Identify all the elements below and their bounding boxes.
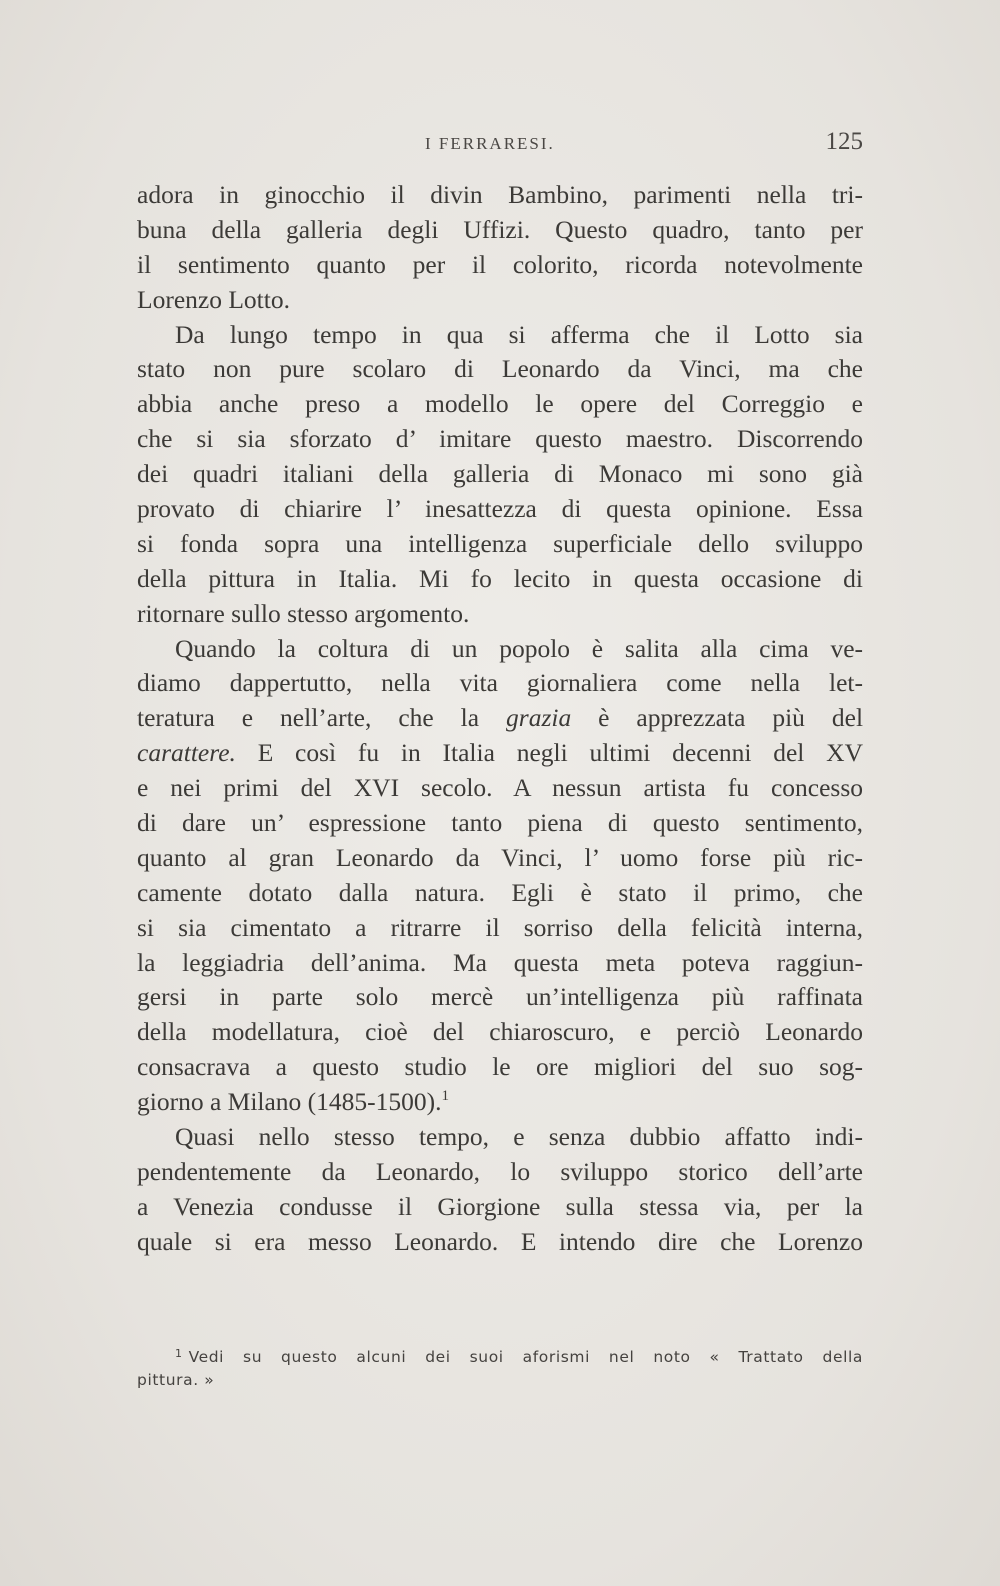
footnote-marker: 1 (175, 1347, 183, 1360)
text-line (137, 1085, 863, 1120)
text-line: camente dotato dalla natura. Egli è stato il primo, che (137, 877, 863, 907)
text-line: adora in ginocchio il divin Bambino, parimenti nella tri- (137, 180, 863, 209)
footnote-line (137, 1340, 863, 1367)
text-fragment: E così fu in Italia negli ultimi decenni del XV (257, 738, 863, 768)
text-line: gersi in parte solo mercè un’intelligenza più raffinata (137, 982, 863, 1012)
text-line: diamo dappertutto, nella vita giornaliera come nella let- (137, 668, 863, 698)
text-fragment: è apprezzata più del (598, 703, 864, 733)
text-line: della pittura in Italia. Mi fo lecito in questa occasione di (137, 563, 863, 593)
page-number: 125 (825, 128, 863, 155)
text-line: quanto al gran Leonardo da Vinci, l’ uomo forse più ric- (137, 842, 863, 872)
text-line (137, 701, 863, 736)
text-line: dei quadri italiani della galleria di Monaco mi sono già (137, 459, 863, 489)
paragraph-3 (137, 632, 863, 1120)
text-line: abbia anche preso a modello le opere del Correggio e (137, 389, 863, 419)
paragraph-1 (137, 178, 863, 318)
text-line: stato non pure scolaro di Leonardo da Vinci, ma che (137, 354, 863, 384)
text-line: quale si era messo Leonardo. E intendo dire che Lorenzo (137, 1226, 863, 1256)
text-line: buna della galleria degli Uffizi. Questo quadro, tanto per (137, 214, 863, 244)
text-line: la leggiadria dell’anima. Ma questa meta poteva raggiun- (137, 947, 863, 977)
text-line: che si sia sforzato d’ imitare questo maestro. Discorrendo (137, 424, 863, 454)
text-line: consacrava a questo studio le ore migliori del suo sog- (137, 1052, 863, 1082)
text-line (137, 736, 863, 771)
running-title: I FERRARESI. (425, 134, 555, 153)
footnote (137, 1340, 863, 1394)
text-line: a Venezia condusse il Giorgione sulla stessa via, per la (137, 1191, 863, 1221)
text-line: ritornare sullo stesso argomento. (137, 598, 470, 628)
footnote-line: pittura. » (137, 1371, 215, 1389)
text-line: e nei primi del XVI secolo. A nessun artista fu concesso (137, 773, 863, 803)
text-line: della modellatura, cioè del chiaroscuro, e perciò Leonardo (137, 1017, 863, 1047)
text-fragment: teratura e nell’arte, che la (137, 703, 480, 733)
footnote-reference: 1 (441, 1088, 450, 1105)
text-line: Lorenzo Lotto. (137, 284, 290, 314)
paragraph-2 (137, 318, 863, 632)
text-line: Da lungo tempo in qua si afferma che il Lotto sia (175, 319, 863, 349)
italic-word: carattere. (137, 738, 236, 768)
text-line: Quasi nello stesso tempo, e senza dubbio affatto indi- (175, 1122, 863, 1152)
text-line: pendentemente da Leonardo, lo sviluppo storico dell’arte (137, 1156, 863, 1186)
italic-word: grazia (506, 703, 572, 733)
text-line: Quando la coltura di un popolo è salita alla cima ve- (175, 633, 863, 663)
text-line: si fonda sopra una intelligenza superficiale dello sviluppo (137, 528, 863, 558)
body-text (137, 178, 863, 1260)
page-header (137, 128, 863, 168)
footnote-text: Vedi su questo alcuni dei suoi aforismi nel noto « Trattato della (188, 1348, 863, 1366)
text-line: provato di chiarire l’ inesattezza di questa opinione. Essa (137, 494, 863, 524)
text-line: il sentimento quanto per il colorito, ricorda notevolmente (137, 249, 863, 279)
text-fragment: giorno a Milano (1485-1500). (137, 1087, 442, 1117)
text-line: di dare un’ espressione tanto piena di questo sentimento, (137, 808, 863, 838)
text-line: si sia cimentato a ritrarre il sorriso della felicità interna, (137, 912, 863, 942)
paragraph-4 (137, 1120, 863, 1260)
